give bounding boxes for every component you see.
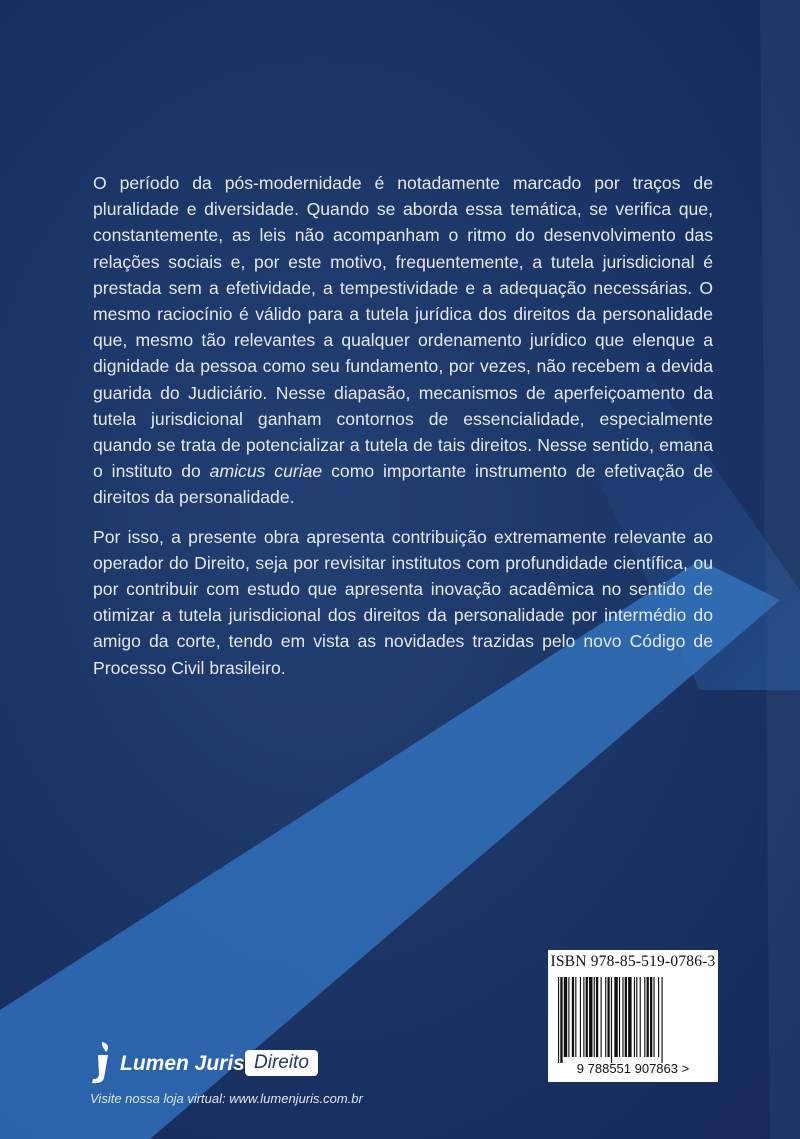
barcode-bar [653,977,654,1057]
barcode-bar [614,977,617,1057]
blurb-paragraph-1: O período da pós-modernidade é notadamente marcado por traços de pluralidade e diversidade. Quando se aborda essa temática, se verifica que, constantemente, as leis não acompanham o ritmo do desenvolvimento das relações sociais e, por este motivo, frequentemente, a tutela jurisdicional é prestada sem a efetividade, a tempestividade e a adequação necessárias. O mesmo raciocínio é válido para a tutela jurídica dos direitos da personalidade que, mesmo tão relevantes a qualquer ordenamento jurídico que elenque a dignidade da pessoa como seu fundamento, por vezes, não recebem a devida guarida do Judiciário. Nesse diapasão, mecanismos de aperfeiçoamento da tutela jurisdicional ganham contornos de essencialidade, especialmente quando se trata de potencializar a tutela de tais direitos. Nesse sentido, emana o instituto do amicus curiae como importante instrumento de efetivação de direitos da personalidade. [93,173,713,508]
barcode-bar [594,977,595,1057]
barcode-bar [589,977,592,1057]
barcode-bar [658,977,659,1057]
barcode-bar [572,977,574,1057]
barcode-bar [647,977,649,1057]
isbn-label: ISBN 978-85-519-0786-3 [550,953,716,970]
barcode-bar [596,977,598,1057]
store-link[interactable]: Visite nossa loja virtual: www.lumenjuris.com.br [90,1091,363,1106]
barcode-bar [636,977,637,1057]
lumen-juris-mark-icon [88,1040,116,1084]
barcode-bar [622,977,623,1057]
collection-badge: Direito [245,1050,318,1076]
barcode-bar [611,977,612,1063]
barcode-bar [625,977,627,1057]
barcode-bar [662,977,663,1063]
barcode-bar [634,977,635,1057]
barcode-bar [619,977,620,1057]
barcode-digits: 9 788551 907863 > [576,1061,690,1076]
chevron-sheen [760,0,800,1139]
barcode-bar [586,977,588,1057]
barcode [558,977,708,1063]
barcode-bar [564,977,567,1057]
barcode-bar [605,977,606,1057]
latin-term: amicus curiae [209,461,323,482]
isbn-barcode-box [548,950,718,1082]
barcode-bar [583,977,584,1057]
publisher-name: Lumen Juris [120,1052,245,1075]
blurb-paragraph-2: Por isso, a presente obra apresenta contribuição extremamente relevante ao operador do Direito, seja por revisitar institutos com profundidade científica, ou por contribuir com estudo que apresenta inovação acadêmica no sentido de otimizar a tutela jurisdicional dos direitos da personalidade por intermédio do amigo da corte, tendo em vista as novidades trazidas pelo novo Código de Processo Civil brasileiro. [93,526,713,678]
barcode-bar [558,977,559,1063]
barcode-bar [580,977,581,1057]
barcode-bar [568,977,569,1057]
barcode-bar [560,977,562,1063]
blurb-text [93,170,713,681]
barcode-bar [601,977,602,1057]
barcode-bar [575,977,576,1057]
barcode-bar [644,977,645,1057]
publisher-logo [88,1040,338,1085]
barcode-bar [650,977,652,1057]
barcode-bar [628,977,631,1057]
barcode-bar [640,977,641,1057]
barcode-bar [607,977,609,1057]
